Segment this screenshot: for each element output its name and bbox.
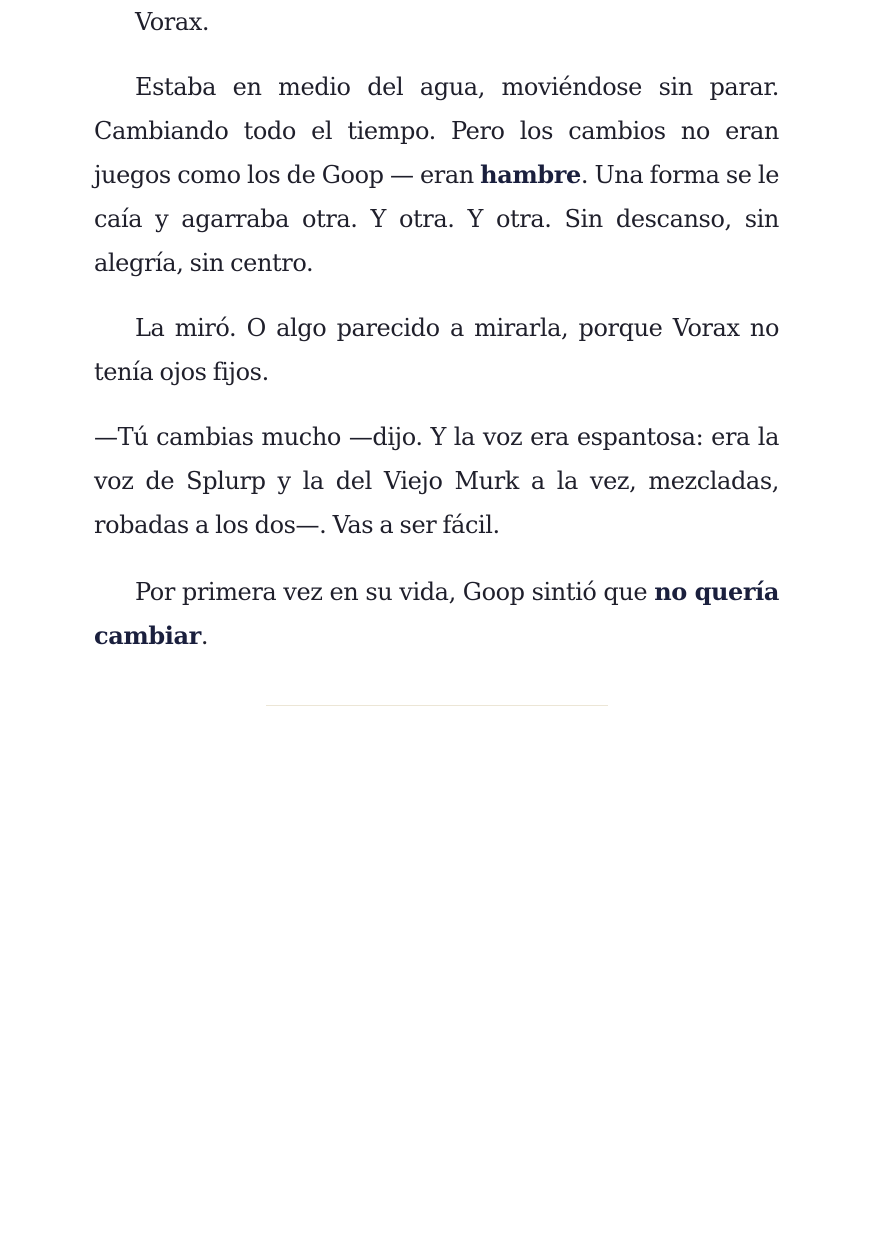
paragraph-text: . Una forma se le caía y agarraba otra. Y otra. Y otra. Sin descanso, sin alegría, sin centro. bbox=[94, 161, 779, 277]
emphasis-hambre: hambre bbox=[480, 160, 581, 189]
paragraph-text: . bbox=[200, 622, 209, 650]
paragraph-text: Vorax. bbox=[135, 8, 210, 36]
paragraph-vorax bbox=[94, 0, 779, 44]
paragraph-gaze bbox=[94, 306, 779, 394]
paragraph-resolve bbox=[94, 570, 779, 658]
emphasis-no-queria-cambiar: no quería cambiar bbox=[94, 577, 779, 650]
paragraph-text: Estaba en medio del agua, moviéndose sin parar. Cambiando todo el tiempo. Pero los cambios no eran juegos como los de Goop — eran bbox=[94, 73, 779, 189]
section-divider bbox=[266, 705, 608, 706]
paragraph-hunger bbox=[94, 65, 779, 285]
paragraph-text: Por primera vez en su vida, Goop sintió que bbox=[135, 578, 655, 606]
paragraph-text: —Tú cambias mucho —dijo. Y la voz era espantosa: era la voz de Splurp y la del Viejo Murk a la vez, mezcladas, robadas a los dos—. Vas a ser fácil. bbox=[94, 423, 779, 539]
paragraph-dialogue bbox=[94, 415, 779, 547]
paragraph-text: La miró. O algo parecido a mirarla, porque Vorax no tenía ojos fijos. bbox=[94, 314, 779, 386]
